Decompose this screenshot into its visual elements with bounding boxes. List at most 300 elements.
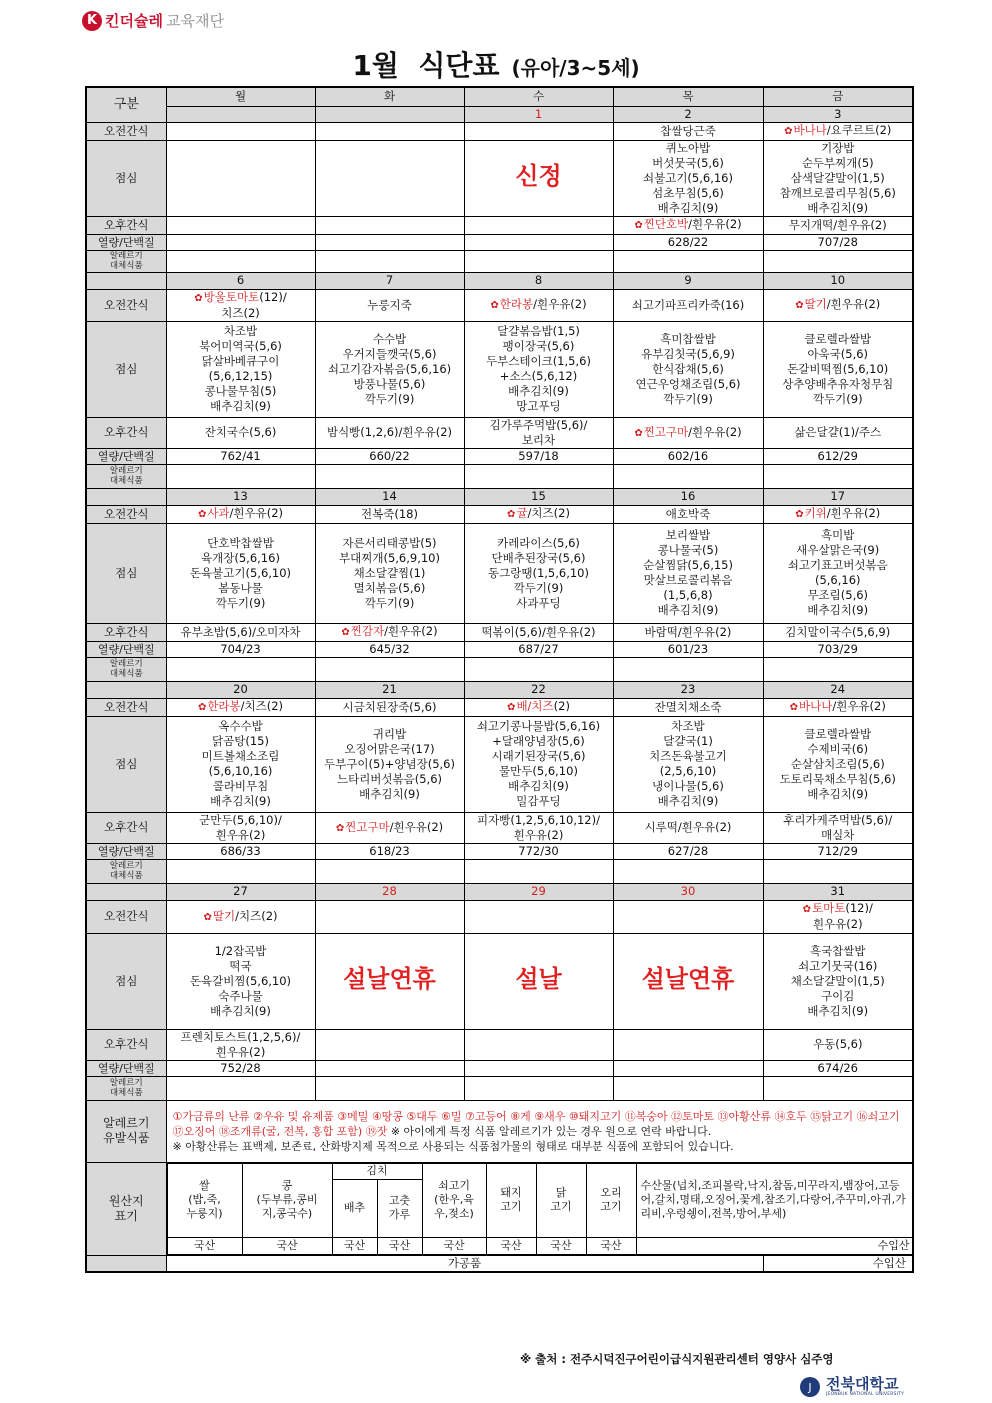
allergy-alt-row [86, 1076, 913, 1100]
lunch-cell: 옥수수밥 닭곰탕(15) 미트볼채소조림 (5,6,10,16) 콜라비무침 배추김치(9) [166, 716, 315, 812]
date-row [86, 488, 913, 505]
processed-label-blank [86, 1255, 166, 1272]
lunch-cell: 단호박찹쌀밥 육개장(5,6,16) 돈육불고기(5,6,10) 봄동나물 깍두기(9) [166, 523, 315, 623]
flower-icon: ✿ [789, 702, 799, 713]
am-snack-row [86, 505, 913, 523]
day-header-1: 화 [315, 87, 464, 106]
title-sub: (유아/3~5세) [511, 56, 640, 80]
page-title [0, 44, 992, 84]
origin-domestic: 국산 [536, 1237, 586, 1254]
calorie-cell: 762/41 [166, 448, 315, 464]
snack-text: /흰우유(2) [384, 624, 438, 638]
university-logo [800, 1377, 904, 1397]
date-row [86, 883, 913, 900]
snack-text: /흰우유(2) [688, 217, 742, 231]
date-cell: 17 [763, 488, 913, 505]
fruit-item: 방울토마토 [203, 289, 260, 304]
pm_snack-cell [315, 216, 464, 234]
lunch-cell: 귀리밥 오징어맑은국(17) 두부구이(5)+양념장(5,6) 느타리버섯볶음(5,6) 배추김치(9) [315, 716, 464, 812]
date-cell: 23 [613, 681, 763, 698]
row-label-lunch: 점심 [86, 933, 166, 1029]
flower-icon: ✿ [335, 822, 345, 834]
lunch-cell: 기장밥 순두부찌개(5) 삼색달걀말이(1,5) 참깨브로콜리무침(5,6) 배추김치(9) [763, 140, 913, 216]
allergy-info [166, 1100, 913, 1162]
calorie-cell: 674/26 [763, 1060, 913, 1076]
pm_snack-cell [763, 417, 913, 448]
origin-domestic: 국산 [422, 1237, 486, 1254]
snack-text: 김치말이국수(5,6,9) [785, 624, 891, 639]
am-snack-row [86, 122, 913, 140]
lunch-cell: 수수밥 우거지들깻국(5,6) 쇠고기감자볶음(5,6,16) 방풍나물(5,6) 깍두기(9) [315, 321, 464, 417]
calorie-cell: 602/16 [613, 448, 763, 464]
snack-text: /요쿠르트(2) [826, 123, 892, 137]
calorie-cell: 772/30 [464, 843, 613, 859]
snack-text: 잔치국수(5,6) [204, 425, 277, 439]
fruit-item: 토마토 [812, 901, 846, 915]
date-row-blank [86, 883, 166, 900]
flower-icon: ✿ [194, 292, 203, 304]
origin-table [167, 1163, 914, 1255]
snack-text: (2) [553, 699, 570, 713]
university-emblem-icon: J [800, 1377, 820, 1397]
date-cell: 6 [166, 272, 315, 289]
fruit-item: 찐고구마 [643, 424, 689, 439]
origin-cell [166, 1162, 913, 1255]
snack-text: 무지개떡/흰우유(2) [788, 217, 887, 232]
pm_snack-cell [464, 216, 613, 234]
date-row [86, 106, 913, 122]
pm_snack-cell [613, 812, 763, 843]
am_snack-cell [166, 505, 315, 523]
date-cell: 15 [464, 488, 613, 505]
date-cell: 13 [166, 488, 315, 505]
snack-text: 전복죽(18) [361, 506, 418, 521]
calorie-cell: 752/28 [166, 1060, 315, 1076]
fruit-item: 배/치즈 [516, 699, 554, 713]
row-label-pm_snack: 오후간식 [86, 417, 166, 448]
date-cell: 3 [763, 106, 913, 122]
row-label-am_snack: 오전간식 [86, 122, 166, 140]
row-label-pm_snack: 오후간식 [86, 812, 166, 843]
allergy-alt-cell [166, 1076, 315, 1100]
pm_snack-cell [166, 216, 315, 234]
calorie-cell [464, 1060, 613, 1076]
holiday-text: 설날연휴 [343, 964, 436, 993]
date-cell: 30 [613, 883, 763, 900]
row-label-pm_snack: 오후간식 [86, 1029, 166, 1060]
am_snack-cell [315, 122, 464, 140]
calorie-cell [166, 234, 315, 250]
lunch-cell: 퀴노아밥 버섯뭇국(5,6) 쇠불고기(5,6,16) 섬초무침(5,6) 배추김치(9) [613, 140, 763, 216]
lunch-cell [464, 140, 613, 216]
date-row [86, 272, 913, 289]
calorie-cell: 618/23 [315, 843, 464, 859]
am_snack-cell [613, 698, 763, 716]
snack-text: /흰우유(2) [533, 297, 587, 311]
lunch-row [86, 321, 913, 417]
allergy-alt-cell [613, 657, 763, 681]
snack-text: 떡볶이(5,6)/흰우유(2) [481, 624, 596, 639]
row-label-calorie: 열량/단백질 [86, 448, 166, 464]
origin-imported: 수입산 [636, 1237, 913, 1254]
am_snack-cell [464, 698, 613, 716]
calorie-cell [464, 234, 613, 250]
allergy-alt-row [86, 464, 913, 488]
university-name-en: JEONBUK NATIONAL UNIVERSITY [826, 1392, 905, 1397]
row-label-lunch: 점심 [86, 321, 166, 417]
calorie-row [86, 641, 913, 657]
row-label-calorie: 열량/단백질 [86, 641, 166, 657]
row-label-calorie: 열량/단백질 [86, 1060, 166, 1076]
date-row-blank [86, 272, 166, 289]
origin-beef: 쇠고기 (한우,육 우,젖소) [422, 1163, 486, 1237]
lunch-cell: 흑미찹쌀밥 유부김칫국(5,6,9) 한식잡채(5,6) 연근우엉채조림(5,6) 깍두기(9) [613, 321, 763, 417]
allergy-alt-cell [315, 859, 464, 883]
date-cell: 24 [763, 681, 913, 698]
logo-suffix: 교육재단 [165, 12, 224, 30]
calorie-row [86, 234, 913, 250]
snack-text: (12)/ 치즈(2) [221, 289, 287, 320]
calorie-cell [315, 1060, 464, 1076]
am_snack-cell [763, 289, 913, 321]
calorie-cell [613, 1060, 763, 1076]
pm_snack-cell [166, 812, 315, 843]
am_snack-cell [763, 505, 913, 523]
calorie-cell: 686/33 [166, 843, 315, 859]
am_snack-cell [763, 900, 913, 933]
flower-icon: ✿ [203, 911, 212, 923]
lunch-cell: 쇠고기콩나물밥(5,6,16) +달래양념장(5,6) 시래기된장국(5,6) 물만두(5,6,10) 배추김치(9) 밀감푸딩 [464, 716, 613, 812]
menu-table [85, 86, 914, 1273]
title-main: 1월 식단표 [352, 49, 500, 82]
date-cell: 1 [464, 106, 613, 122]
am_snack-cell [464, 289, 613, 321]
row-label-am_snack: 오전간식 [86, 289, 166, 321]
fruit-item: 딸기 [804, 297, 827, 311]
day-header-row [86, 87, 913, 106]
am_snack-cell [464, 122, 613, 140]
flower-icon: ✿ [507, 509, 516, 520]
am-snack-row [86, 698, 913, 716]
flower-icon: ✿ [795, 300, 804, 311]
calorie-cell: 660/22 [315, 448, 464, 464]
origin-bean: 콩 (두부류,콩비 지,콩국수) [242, 1163, 332, 1237]
allergy-alt-cell [464, 250, 613, 272]
snack-text: 김가루주먹밥(5,6)/ 보리차 [489, 417, 588, 447]
lunch-cell: 보리쌀밥 콩나물국(5) 순살찜닭(5,6,15) 맛살브로콜리볶음 (1,5,6,8) 배추김치(9) [613, 523, 763, 623]
lunch-cell: 차조밥 북어미역국(5,6) 닭살바베큐구이 (5,6,12,15) 콩나물무침(5) 배추김치(9) [166, 321, 315, 417]
calorie-cell: 597/18 [464, 448, 613, 464]
snack-text: 쇠고기파프리카죽(16) [631, 297, 745, 312]
snack-text: 바람떡/흰우유(2) [644, 624, 732, 639]
allergy-note: ※ 아이에게 특정 식품 알레르기가 있는 경우 원으로 연락 바랍니다. [387, 1124, 712, 1138]
date-cell: 2 [613, 106, 763, 122]
snack-text: 후리가케주먹밥(5,6)/ 매실차 [783, 812, 893, 842]
snack-text: /치즈(2) [240, 699, 284, 713]
am_snack-cell [613, 289, 763, 321]
pm-snack-row [86, 812, 913, 843]
snack-text: 군만두(5,6,10)/ 흰우유(2) [199, 812, 282, 842]
row-label-pm_snack: 오후간식 [86, 216, 166, 234]
flower-icon: ✿ [802, 904, 812, 915]
date-cell: 28 [315, 883, 464, 900]
row-label-am_snack: 오전간식 [86, 505, 166, 523]
lunch-cell: 클로렐라쌀밥 아욱국(5,6) 돈갈비떡찜(5,6,10) 상추양배추유자청무침 깍두기(9) [763, 321, 913, 417]
fruit-item: 찐고구마 [345, 819, 390, 834]
flower-icon: ✿ [634, 427, 643, 439]
lunch-cell [315, 933, 464, 1029]
pm-snack-row [86, 623, 913, 641]
day-header-2: 수 [464, 87, 613, 106]
calorie-cell: 687/27 [464, 641, 613, 657]
snack-text: 시금치된장죽(5,6) [342, 699, 437, 714]
fruit-item: 키위 [804, 506, 827, 520]
allergy-alt-cell [763, 859, 913, 883]
origin-domestic: 국산 [586, 1237, 636, 1254]
row-label-allergy_alt: 알레르기 대체식품 [86, 657, 166, 681]
pm_snack-cell [613, 216, 763, 234]
allergy-alt-cell [315, 1076, 464, 1100]
date-cell [315, 106, 464, 122]
origin-domestic: 국산 [377, 1237, 422, 1254]
row-label-allergy_alt: 알레르기 대체식품 [86, 859, 166, 883]
fruit-item: 찐감자 [350, 624, 385, 638]
origin-domestic: 국산 [167, 1237, 242, 1254]
allergy-alt-cell [464, 859, 613, 883]
am_snack-cell [315, 698, 464, 716]
snack-text: /흰우유(2) [688, 424, 742, 439]
origin-chicken: 닭 고기 [536, 1163, 586, 1237]
row-label-allergy_alt: 알레르기 대체식품 [86, 250, 166, 272]
date-cell: 10 [763, 272, 913, 289]
pm_snack-cell [315, 623, 464, 641]
snack-text: 애호박죽 [665, 506, 711, 521]
date-row-blank [86, 488, 166, 505]
lunch-cell: 자른서리태콩밥(5) 부대찌개(5,6,9,10) 채소달걀찜(1) 멸치볶음(5,6) 깍두기(9) [315, 523, 464, 623]
snack-text: /치즈(2) [527, 506, 570, 520]
allergy-alt-cell [763, 1076, 913, 1100]
lunch-cell: 달걀볶음밥(1,5) 팽이장국(5,6) 두부스테이크(1,5,6) +소스(5,6,12) 배추김치(9) 망고푸딩 [464, 321, 613, 417]
allergy-alt-cell [315, 657, 464, 681]
calorie-row [86, 843, 913, 859]
snack-text: 누룽지죽 [367, 297, 412, 312]
pm_snack-cell [613, 417, 763, 448]
lunch-row [86, 716, 913, 812]
lunch-cell: 흑국찹쌀밥 쇠고기뭇국(16) 채소달걀말이(1,5) 구이김 배추김치(9) [763, 933, 913, 1029]
day-header-4: 금 [763, 87, 913, 106]
flower-icon: ✿ [197, 702, 207, 713]
allergy-alt-cell [613, 859, 763, 883]
row-label-calorie: 열량/단백질 [86, 843, 166, 859]
calorie-cell: 612/29 [763, 448, 913, 464]
pm_snack-cell [613, 1029, 763, 1060]
pm_snack-cell [763, 812, 913, 843]
date-cell: 8 [464, 272, 613, 289]
am_snack-cell [166, 900, 315, 933]
snack-text: (12)/ 흰우유(2) [812, 901, 873, 931]
lunch-cell: 흑미밥 새우살맑은국(9) 쇠고기표고버섯볶음 (5,6,16) 무조림(5,6) 배추김치(9) [763, 523, 913, 623]
snack-text: /흰우유(2) [832, 699, 886, 713]
pm_snack-cell [166, 417, 315, 448]
am_snack-cell [315, 289, 464, 321]
foundation-logo [82, 10, 224, 31]
row-label-category: 구분 [86, 87, 166, 122]
day-header-3: 목 [613, 87, 763, 106]
allergy-alt-cell [613, 250, 763, 272]
fruit-item: 바나나 [793, 123, 827, 137]
pm_snack-cell [315, 417, 464, 448]
am_snack-cell [763, 122, 913, 140]
lunch-cell: 클로렐라쌀밥 수제비국(6) 순살삼치조림(5,6) 도토리묵채소무침(5,6) 배추김치(9) [763, 716, 913, 812]
origin-kimchi: 김치 [332, 1163, 422, 1179]
flower-icon: ✿ [784, 126, 793, 137]
allergy-alt-row [86, 250, 913, 272]
lunch-row [86, 933, 913, 1029]
row-label-allergy_alt: 알레르기 대체식품 [86, 1076, 166, 1100]
pm_snack-cell [315, 812, 464, 843]
row-label-lunch: 점심 [86, 716, 166, 812]
date-cell: 14 [315, 488, 464, 505]
date-cell: 16 [613, 488, 763, 505]
origin-label: 원산지 표기 [86, 1162, 166, 1255]
day-header-0: 월 [166, 87, 315, 106]
flower-icon: ✿ [507, 702, 516, 713]
allergy-alt-cell [763, 657, 913, 681]
calorie-cell: 628/22 [613, 234, 763, 250]
allergy-alt-cell [166, 464, 315, 488]
snack-text: /흰우유(2) [389, 819, 444, 834]
lunch-cell [464, 933, 613, 1029]
logo-icon: K [82, 11, 102, 31]
allergy-alt-row [86, 657, 913, 681]
logo-brand: 킨더슐레 [105, 12, 163, 30]
allergy-alt-cell [464, 1076, 613, 1100]
row-label-calorie: 열량/단백질 [86, 234, 166, 250]
am_snack-cell [613, 122, 763, 140]
am_snack-cell [166, 122, 315, 140]
pm_snack-cell [464, 1029, 613, 1060]
fruit-item: 찐단호박 [643, 217, 689, 231]
allergy-alt-cell [166, 657, 315, 681]
origin-domestic: 국산 [332, 1237, 377, 1254]
snack-text: 피자빵(1,2,5,6,10,12)/ 흰우유(2) [477, 812, 600, 842]
flower-icon: ✿ [341, 627, 350, 638]
snack-text: 시루떡/흰우유(2) [644, 820, 732, 834]
pm_snack-cell [464, 812, 613, 843]
lunch-row [86, 523, 913, 623]
flower-icon: ✿ [197, 509, 207, 520]
pm_snack-cell [464, 623, 613, 641]
fruit-item: 딸기 [212, 908, 236, 923]
row-label-am_snack: 오전간식 [86, 900, 166, 933]
calorie-cell: 712/29 [763, 843, 913, 859]
date-cell: 21 [315, 681, 464, 698]
snack-text: 유부초밥(5,6)/오미자차 [180, 624, 301, 639]
row-label-pm_snack: 오후간식 [86, 623, 166, 641]
origin-row [86, 1162, 913, 1255]
allergy-list: ①가금류의 난류 ②우유 및 유제품 ③메밀 ④땅콩 ⑤대두 ⑥밀 ⑦고등어 ⑧게 ⑨새우 ⑩돼지고기 ⑪복숭아 ⑫토마토 ⑬아황산류 ⑭호두 ⑮닭고기 ⑯쇠고기 ⑰오징어 ⑱조개류(굴, 전복, 홍합 포함) ⑲잣 [172, 1109, 900, 1138]
snack-text: 삶은달걀(1)/주스 [794, 425, 882, 439]
pm_snack-cell [763, 623, 913, 641]
date-cell: 9 [613, 272, 763, 289]
origin-kimchi-pepper: 고춧 가루 [377, 1179, 422, 1237]
row-label-lunch: 점심 [86, 523, 166, 623]
am_snack-cell [166, 698, 315, 716]
row-label-am_snack: 오전간식 [86, 698, 166, 716]
origin-duck: 오리 고기 [586, 1163, 636, 1237]
flower-icon: ✿ [490, 300, 499, 311]
snack-text: /흰우유(2) [826, 506, 881, 520]
am_snack-cell [613, 505, 763, 523]
calorie-cell [315, 234, 464, 250]
calorie-cell: 707/28 [763, 234, 913, 250]
date-cell: 22 [464, 681, 613, 698]
origin-seafood: 수산물(넙치,조피볼락,낙지,참돔,미꾸라지,뱀장어,고등어,갈치,명태,오징어,꽃게,참조기,다랑어,주꾸미,아귀,가리비,우렁쉥이,전복,방어,부세) [636, 1163, 913, 1237]
pm_snack-cell [763, 216, 913, 234]
origin-domestic: 국산 [486, 1237, 536, 1254]
pm-snack-row [86, 1029, 913, 1060]
fruit-item: 한라봉 [499, 297, 534, 311]
row-label-allergy_alt: 알레르기 대체식품 [86, 464, 166, 488]
date-row [86, 681, 913, 698]
am_snack-cell [464, 505, 613, 523]
additive-note: ※ 아황산류는 표백제, 보존료, 산화방지제 목적으로 사용되는 식품첨가물의 형태로 대부분 식품에 포함되어 있습니다. [172, 1139, 734, 1153]
university-name: 전북대학교 [826, 1375, 899, 1393]
source-note: ※ 출처 : 전주시덕진구어린이급식지원관리센터 영양사 심주영 [520, 1352, 834, 1366]
origin-rice: 쌀 (밥,죽, 누룽지) [167, 1163, 242, 1237]
holiday-text: 설날 [515, 964, 562, 993]
calorie-cell: 627/28 [613, 843, 763, 859]
origin-domestic: 국산 [242, 1237, 332, 1254]
pm_snack-cell [166, 623, 315, 641]
allergy-alt-cell [315, 250, 464, 272]
processed-row [86, 1255, 913, 1272]
fruit-item: 사과 [207, 506, 230, 520]
pm-snack-row [86, 216, 913, 234]
calorie-cell: 645/32 [315, 641, 464, 657]
lunch-row [86, 140, 913, 216]
flower-icon: ✿ [634, 220, 643, 231]
origin-kimchi-cabbage: 배추 [332, 1179, 377, 1237]
allergy-label: 알레르기 유발식품 [86, 1100, 166, 1162]
snack-text: 찹쌀당근죽 [660, 123, 716, 138]
am_snack-cell [315, 505, 464, 523]
snack-text: /흰우유(2) [229, 506, 284, 520]
pm_snack-cell [613, 623, 763, 641]
am-snack-row [86, 900, 913, 933]
lunch-cell: 카레라이스(5,6) 단배추된장국(5,6) 동그랑땡(1,5,6,10) 깍두기(9) 사과푸딩 [464, 523, 613, 623]
allergy-alt-cell [613, 464, 763, 488]
snack-text: 우동(5,6) [813, 1037, 863, 1051]
snack-text: 프렌치토스트(1,2,5,6)/ 흰우유(2) [180, 1029, 301, 1059]
lunch-cell [315, 140, 464, 216]
date-cell: 7 [315, 272, 464, 289]
allergy-alt-cell [166, 250, 315, 272]
origin-pork: 돼지 고기 [486, 1163, 536, 1237]
fruit-item: 한라봉 [207, 699, 241, 713]
calorie-cell: 704/23 [166, 641, 315, 657]
allergy-alt-cell [464, 657, 613, 681]
pm-snack-row [86, 417, 913, 448]
lunch-cell: 차조밥 달걀국(1) 치즈돈육불고기 (2,5,6,10) 냉이나물(5,6) 배추김치(9) [613, 716, 763, 812]
pm_snack-cell [315, 1029, 464, 1060]
allergy-alt-cell [166, 859, 315, 883]
allergy-alt-cell [613, 1076, 763, 1100]
lunch-cell [613, 933, 763, 1029]
snack-text: /치즈(2) [235, 908, 278, 923]
date-row-blank [86, 681, 166, 698]
date-cell: 27 [166, 883, 315, 900]
